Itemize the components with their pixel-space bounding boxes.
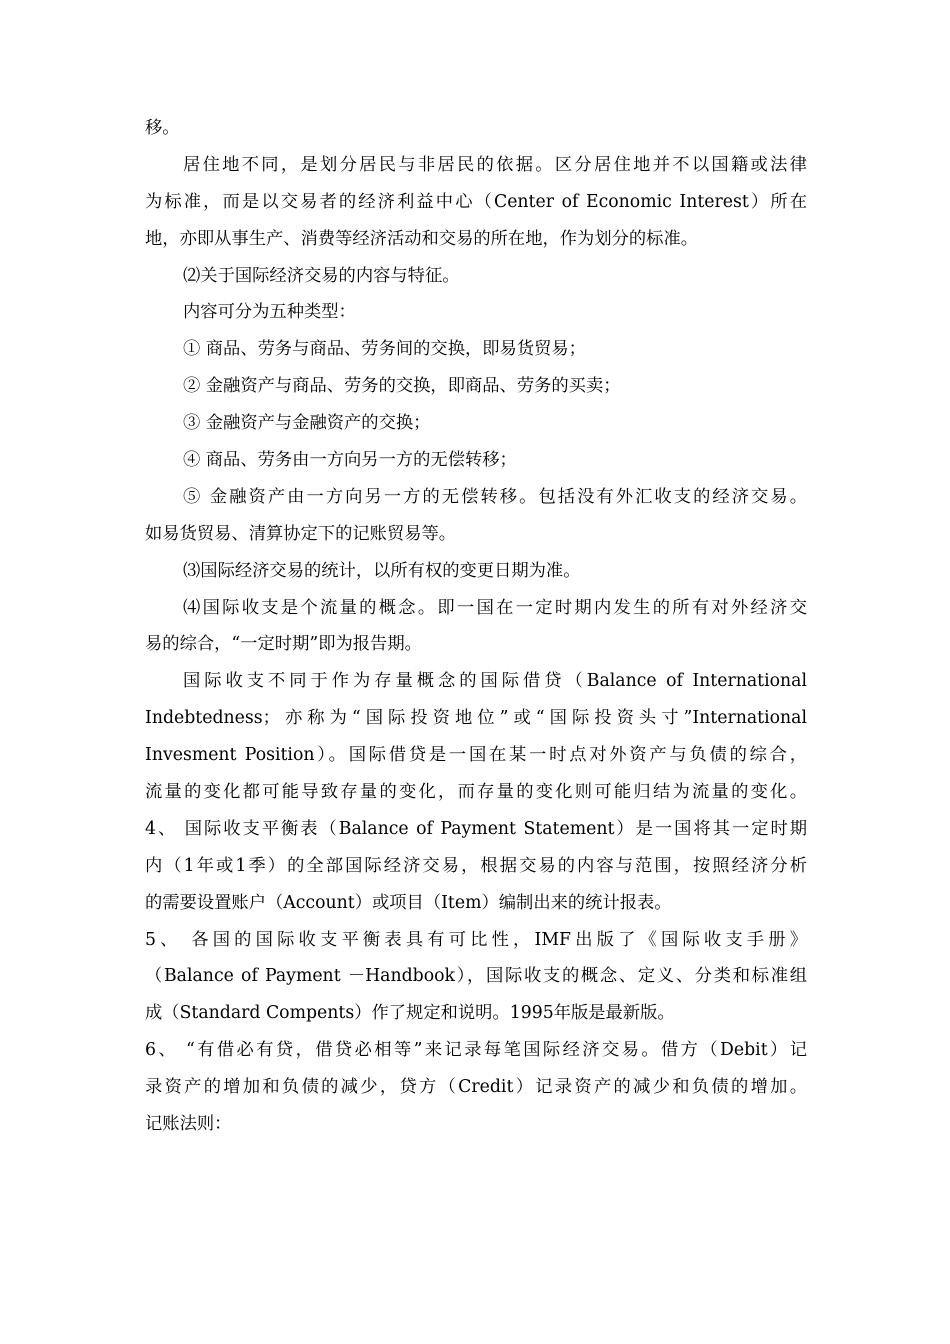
text-line: 如易货贸易、清算协定下的记账贸易等。 — [145, 523, 457, 544]
text-line: 移。 — [145, 118, 180, 138]
text-line: 居住地不同，是划分居民与非居民的依据。区分居住地并不以国籍或法律 — [183, 154, 807, 175]
text-line: Invesment Position）。国际借贷是一国在某一时点对外资产与负债的综合， — [145, 745, 807, 766]
numbered-item: 6、 “有借必有贷，借贷必相等”来记录每笔国际经济交易。借方（Debit）记 — [145, 1040, 807, 1061]
document-page — [145, 110, 807, 1143]
text-line: ⑶国际经济交易的统计，以所有权的变更日期为准。 — [183, 560, 581, 581]
list-item: ② 金融资产与商品、劳务的交换，即商品、劳务的买卖； — [183, 376, 621, 397]
text-line: 易的综合，“一定时期”即为报告期。 — [145, 634, 422, 655]
text-line: 的需要设置账户（Account）或项目（Item）编制出来的统计报表。 — [145, 892, 672, 913]
text-line: 地，亦即从事生产、消费等经济活动和交易的所在地，作为划分的标准。 — [145, 228, 699, 249]
numbered-item: 5、 各国的国际收支平衡表具有可比性，IMF出版了《国际收支手册》 — [145, 929, 807, 950]
text-line: ⑵关于国际经济交易的内容与特征。 — [183, 265, 460, 286]
text-line: Indebtedness；亦称为“国际投资地位”或“国际投资头寸”International — [145, 708, 807, 729]
list-item: ③ 金融资产与金融资产的交换； — [183, 413, 431, 434]
list-item: ⑤ 金融资产由一方向另一方的无偿转移。包括没有外汇收支的经济交易。 — [183, 486, 807, 507]
numbered-item: 4、 国际收支平衡表（Balance of Payment Statement）是一国将其一定时期 — [145, 818, 807, 839]
text-line: 国际收支不同于作为存量概念的国际借贷（Balance of International — [183, 671, 807, 692]
text-line: （Balance of Payment －Handbook），国际收支的概念、定义、分类和标准组 — [145, 966, 807, 987]
list-item: ① 商品、劳务与商品、劳务间的交换，即易货贸易； — [183, 339, 586, 360]
text-line: 流量的变化都可能导致存量的变化，而存量的变化则可能归结为流量的变化。 — [145, 782, 807, 803]
text-line: 内容可分为五种类型： — [183, 302, 356, 323]
text-line: 录资产的增加和负债的减少，贷方（Credit）记录资产的减少和负债的增加。 — [145, 1077, 807, 1098]
list-item: ④ 商品、劳务由一方向另一方的无偿转移； — [183, 450, 517, 471]
text-line: 记账法则： — [145, 1114, 232, 1135]
text-line: ⑷国际收支是个流量的概念。即一国在一定时期内发生的所有对外经济交 — [183, 597, 807, 618]
text-line: 为标准，而是以交易者的经济利益中心（Center of Economic Interest）所在 — [145, 191, 807, 212]
text-line: 成（Standard Compents）作了规定和说明。1995年版是最新版。 — [145, 1003, 675, 1024]
text-line: 内（1年或1季）的全部国际经济交易，根据交易的内容与范围，按照经济分析 — [145, 855, 807, 876]
